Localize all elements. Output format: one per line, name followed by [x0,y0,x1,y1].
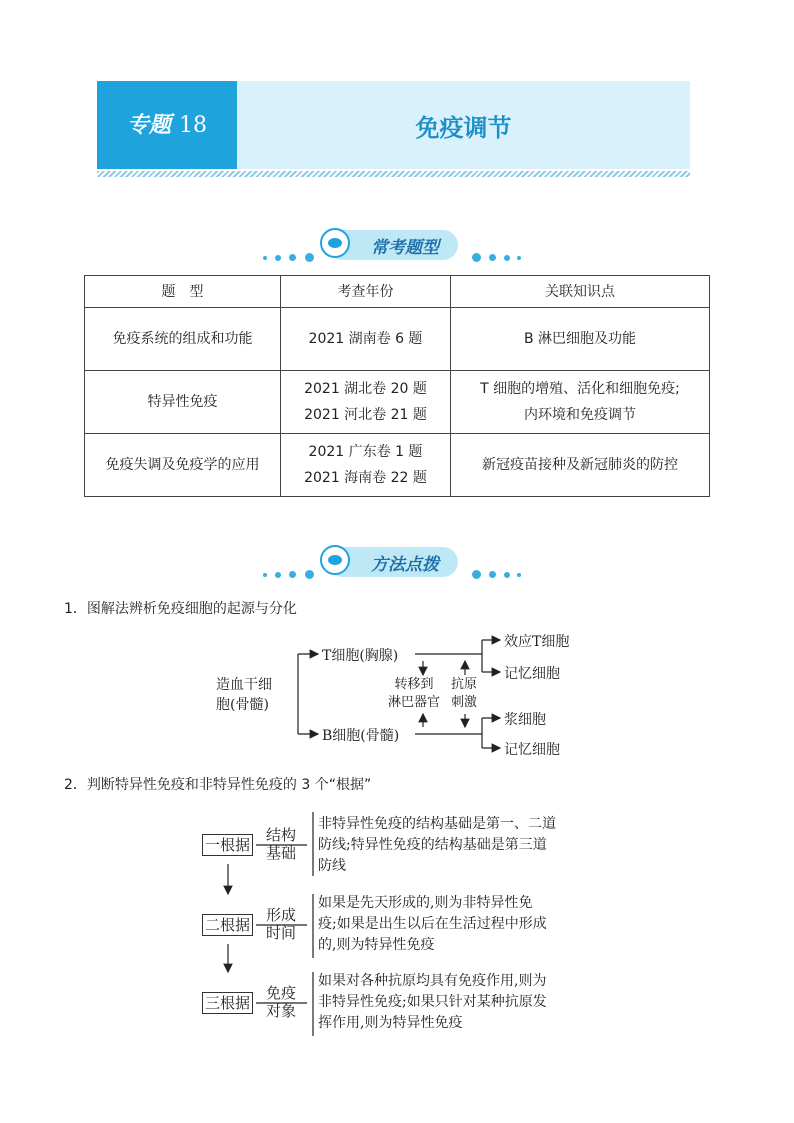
antigen-label: 抗原 刺激 [451,677,478,710]
cell-line: 内环境和免疫调节 [524,407,636,423]
plasma-node: 浆细胞 [504,712,546,728]
table-cell [281,434,451,497]
basis-key-1: 结构 基础 [266,826,297,862]
table-cell: 特异性免疫 [85,371,281,434]
topic-table [84,275,710,497]
table-row [85,434,710,497]
transfer-label: 转移到 淋巴器官 [388,677,441,710]
table-row [85,308,710,371]
table-cell: 免疫失调及免疫学的应用 [85,434,281,497]
section-title: 常考题型 [371,238,439,258]
basis-desc-3: 如果对各种抗原均具有免疫作用,则为 非特异性免疫;如果只针对某种抗原发 挥作用,则为特异性免疫 [318,973,547,1031]
table-header: 关联知识点 [451,276,710,308]
point2-title: 2．判断特异性免疫和非特异性免疫的 3 个“根据” [64,777,372,793]
table-header-row [85,276,710,308]
origin-node: 造血干细 胞(骨髓) [216,677,272,713]
topic-label [97,108,237,139]
topic-word: 专题 [126,113,171,138]
section-banner-method-tips [250,543,550,583]
basis-key-2: 形成 时间 [266,906,297,942]
point1-title: 1．图解法辨析免疫细胞的起源与分化 [64,601,297,617]
memory-b-node: 记忆细胞 [504,742,560,758]
t-cell-node: T细胞(胸腺) [322,648,399,664]
basis-desc-2: 如果是先天形成的,则为非特异性免 疫;如果是出生以后在生活过程中形成 的,则为特异性免疫 [318,895,547,953]
cell-line: 2021 广东卷 1 题 [308,444,423,460]
cell-origin-diagram [210,628,610,763]
table-cell: 免疫系统的组成和功能 [85,308,281,371]
table-cell: 新冠疫苗接种及新冠肺炎的防控 [451,434,710,497]
basis-desc-1: 非特异性免疫的结构基础是第一、二道 防线;特异性免疫的结构基础是第三道 防线 [318,816,556,874]
table-header: 题 型 [85,276,281,308]
basis-label-1: 一根据 [202,834,253,856]
cell-line: 2021 湖北卷 20 题 [304,381,427,397]
basis-label-3: 三根据 [202,992,253,1014]
basis-key-3: 免疫 对象 [266,984,297,1020]
page-title: 免疫调节 [415,114,512,142]
basis-label-2: 二根据 [202,914,253,936]
table-cell: B 淋巴细胞及功能 [451,308,710,371]
header-divider [97,171,690,177]
table-cell: 2021 湖南卷 6 题 [281,308,451,371]
cell-line: T 细胞的增殖、活化和细胞免疫; [480,381,680,397]
table-row [85,371,710,434]
cell-line: 2021 河北卷 21 题 [304,407,427,423]
table-cell [281,371,451,434]
table-cell [451,371,710,434]
effector-t-node: 效应T细胞 [504,634,570,650]
eye-icon [320,545,350,575]
section-title: 方法点拨 [371,555,439,575]
section-banner-common-types [250,226,550,266]
b-cell-node: B细胞(骨髓) [322,728,400,744]
memory-t-node: 记忆细胞 [504,666,560,682]
topic-number: 18 [179,113,207,138]
table-header: 考查年份 [281,276,451,308]
eye-icon [320,228,350,258]
cell-line: 2021 海南卷 22 题 [304,470,427,486]
